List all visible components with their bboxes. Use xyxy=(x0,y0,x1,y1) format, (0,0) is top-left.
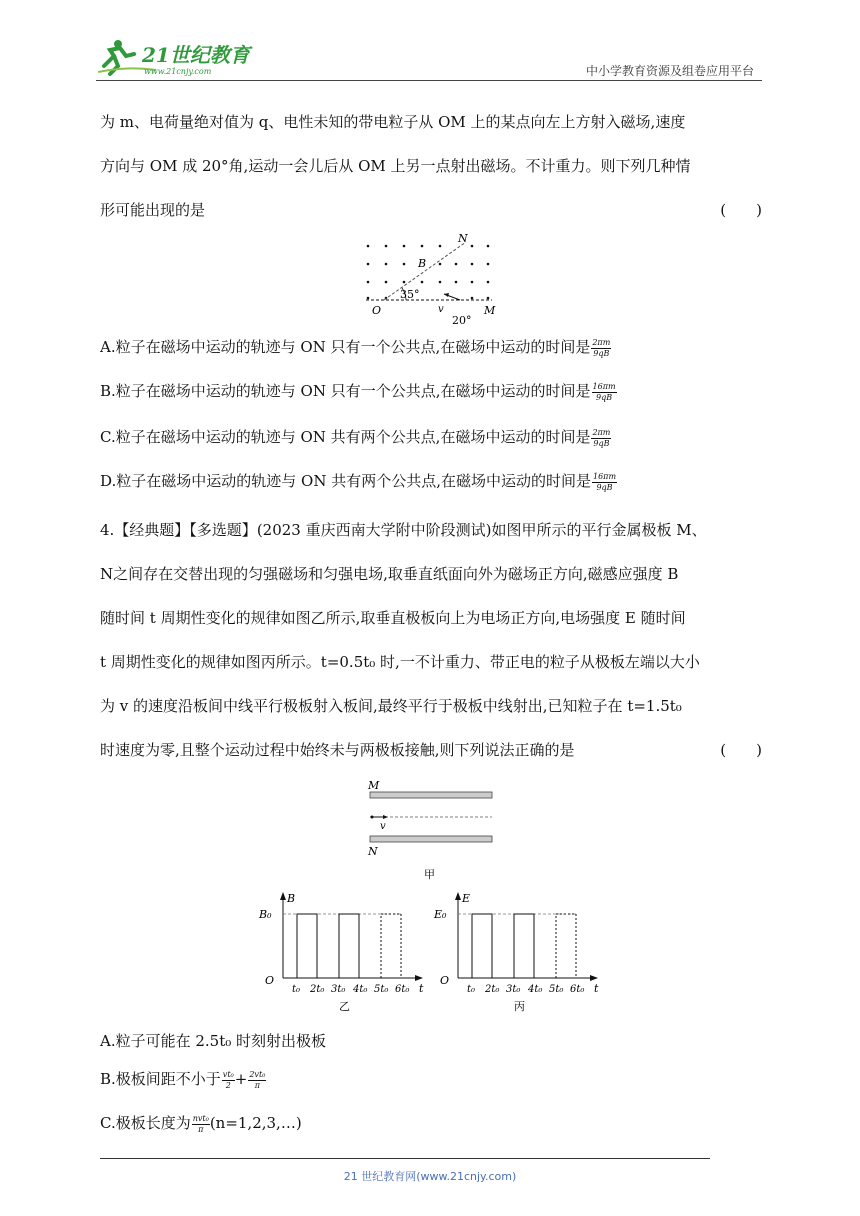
tick-5t0: 5t₀ xyxy=(549,984,564,995)
q4-option-A[interactable]: A.粒子可能在 2.5t₀ 时刻射出极板 xyxy=(100,1032,327,1050)
fig-bing-E-graph xyxy=(430,888,610,1014)
header-slogan: 中小学教育资源及组卷应用平台 xyxy=(585,64,754,78)
logo-text: 21世纪教育 xyxy=(142,43,250,67)
label-N: N xyxy=(368,845,378,858)
q4-line-6: 时速度为零,且整个运动过程中始终未与两极板接触,则下列说法正确的是 xyxy=(100,741,575,759)
angle-35-label: 35° xyxy=(400,288,420,301)
B-pulses xyxy=(297,914,401,978)
q4-option-B[interactable]: B.极板间距不小于 $\frac{\text{vt₀}}{2}$ + $\frac{\text{2vt₀}}{\pi}$ xyxy=(100,1069,266,1090)
tick-2t0: 2t₀ xyxy=(485,984,500,995)
q3-field-figure xyxy=(360,232,500,326)
q4-line-3: 随时间 t 周期性变化的规律如图乙所示,取垂直极板向上为电场正方向,电场强度 E 随时间 xyxy=(100,609,686,627)
answer-paren: ( ) xyxy=(720,201,762,219)
boundary-ON xyxy=(384,242,466,300)
q4-line-1: 4.【经典题】【多选题】(2023 重庆西南大学附中阶段测试)如图甲所示的平行金属极板 M、 xyxy=(100,521,707,539)
fig-jia-plates xyxy=(362,778,502,882)
q4-option-C[interactable]: C.极板长度为 $\frac{\text{nvt₀}}{\pi}$ (n=1,2,3,…) xyxy=(100,1113,302,1134)
origin-O: O xyxy=(440,974,450,987)
axis-E: E xyxy=(462,892,471,905)
caption-jia: 甲 xyxy=(424,868,435,881)
axis-B: B xyxy=(287,892,296,905)
origin-O: O xyxy=(265,974,275,987)
footer-text[interactable]: 21 世纪教育网(www.21cnjy.com) xyxy=(343,1170,517,1183)
axis-t: t xyxy=(419,982,424,995)
label-N: N xyxy=(458,232,468,245)
q3-line-1: 为 m、电荷量绝对值为 q、电性未知的带电粒子从 OM 上的某点向左上方射入磁场,速度 xyxy=(100,113,686,131)
site-logo xyxy=(96,36,256,78)
label-M: M xyxy=(484,304,496,317)
tick-6t0: 6t₀ xyxy=(570,984,585,995)
tick-2t0: 2t₀ xyxy=(310,984,325,995)
angle-20-label: 20° xyxy=(452,314,472,326)
level-B0: B₀ xyxy=(259,908,272,921)
label-v: v xyxy=(438,304,444,315)
tick-4t0: 4t₀ xyxy=(353,984,368,995)
q3-option-D[interactable]: D.粒子在磁场中运动的轨迹与 ON 共有两个公共点,在磁场中运动的时间是 $\frac{16\pi m}{9qB}$ xyxy=(100,471,617,492)
label-M: M xyxy=(368,779,380,792)
label-O: O xyxy=(372,304,382,317)
magnetic-field-dots xyxy=(367,245,490,300)
fig-yi-B-graph xyxy=(255,888,435,1014)
tick-3t0: 3t₀ xyxy=(506,984,521,995)
q3-line-2: 方向与 OM 成 20°角,运动一会儿后从 OM 上另一点射出磁场。不计重力。则下列几种情 xyxy=(100,157,691,175)
tick-t0: t₀ xyxy=(292,984,301,995)
answer-paren: ( ) xyxy=(720,741,762,759)
q3-option-C[interactable]: C.粒子在磁场中运动的轨迹与 ON 共有两个公共点,在磁场中运动的时间是 $\frac{2\pi m}{9qB}$ xyxy=(100,427,611,448)
tick-4t0: 4t₀ xyxy=(528,984,543,995)
tick-t0: t₀ xyxy=(467,984,476,995)
header-divider xyxy=(96,80,762,81)
q3-option-A[interactable]: A.粒子在磁场中运动的轨迹与 ON 只有一个公共点,在磁场中运动的时间是 $\frac{2\pi m}{9qB}$ xyxy=(100,337,611,358)
caption-yi: 乙 xyxy=(339,1000,350,1013)
tick-3t0: 3t₀ xyxy=(331,984,346,995)
q4-line-2: N之间存在交替出现的匀强磁场和匀强电场,取垂直纸面向外为磁场正方向,磁感应强度 B xyxy=(100,565,679,583)
tick-6t0: 6t₀ xyxy=(395,984,410,995)
footer-divider xyxy=(100,1158,710,1159)
q4-line-5: 为 v 的速度沿板间中线平行极板射入板间,最终平行于极板中线射出,已知粒子在 t=1.5t₀ xyxy=(100,697,682,715)
q3-option-B[interactable]: B.粒子在磁场中运动的轨迹与 ON 只有一个公共点,在磁场中运动的时间是 $\frac{16\pi m}{9qB}$ xyxy=(100,381,616,402)
q4-stem xyxy=(100,508,762,772)
level-E0: E₀ xyxy=(434,908,447,921)
label-B: B xyxy=(418,257,427,270)
E-pulses xyxy=(472,914,576,978)
q4-line-4: t 周期性变化的规律如图丙所示。t=0.5t₀ 时,一不计重力、带正电的粒子从极板左端以大小 xyxy=(100,653,700,671)
axis-t: t xyxy=(594,982,599,995)
q3-stem xyxy=(100,100,762,232)
plate-M xyxy=(370,792,492,798)
plate-N xyxy=(370,836,492,842)
tick-5t0: 5t₀ xyxy=(374,984,389,995)
label-v: v xyxy=(380,821,386,832)
logo-url: www.21cnjy.com xyxy=(144,67,212,76)
q3-line-3: 形可能出现的是 xyxy=(100,201,206,219)
caption-bing: 丙 xyxy=(514,1000,525,1013)
